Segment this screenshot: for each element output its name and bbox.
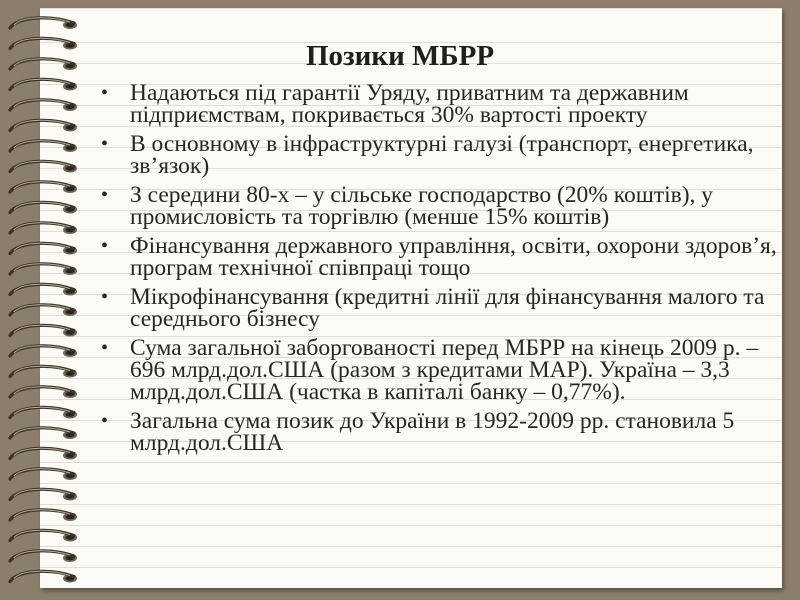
spiral-ring	[10, 161, 77, 172]
spiral-ring	[10, 551, 77, 562]
bullet-marker: •	[101, 133, 109, 155]
spiral-ring	[10, 223, 77, 234]
bullet-item	[100, 410, 790, 454]
spiral-ring	[10, 18, 77, 29]
bullet-text: Мікрофінансування (кредитні лінії для фінансування малого та середнього бізнесу	[130, 284, 765, 332]
spiral-ring	[10, 141, 77, 152]
bullet-item	[100, 337, 790, 403]
bullet-text: З середини 80-х – у сільське господарство (20% коштів), у промисловість та торгівлю (менше 15% коштів)	[130, 182, 714, 230]
spiral-ring	[10, 407, 77, 418]
spiral-ring	[10, 305, 77, 316]
bullet-text: Надаються під гарантії Уряду, приватним та державним підприємствам, покривається 30% вартості проекту	[130, 80, 689, 128]
spiral-ring	[10, 100, 77, 111]
slide-title: Позики МБРР	[305, 40, 495, 72]
bullet-text: Загальна сума позик до України в 1992-2009 рр. становила 5 млрд.дол.США	[130, 408, 735, 456]
bullet-text: В основному в інфраструктурні галузі (транспорт, енергетика, зв’язок)	[130, 131, 754, 179]
spiral-ring	[10, 530, 77, 541]
spiral-ring	[10, 448, 77, 459]
spiral-ring	[10, 387, 77, 398]
spiral-binding	[4, 14, 84, 584]
bullet-item	[100, 286, 790, 330]
spiral-ring	[10, 284, 77, 295]
bullet-marker: •	[101, 286, 109, 308]
spiral-ring	[10, 264, 77, 275]
spiral-ring	[10, 325, 77, 336]
spiral-ring	[10, 79, 77, 90]
spiral-ring	[10, 182, 77, 193]
spiral-ring	[10, 243, 77, 254]
spiral-ring	[10, 489, 77, 500]
spiral-ring	[10, 202, 77, 213]
bullet-marker: •	[101, 410, 109, 432]
bullet-item	[100, 235, 790, 279]
bullet-marker: •	[101, 235, 109, 257]
spiral-ring	[10, 346, 77, 357]
bullet-marker: •	[101, 82, 109, 104]
bullet-item	[100, 82, 790, 126]
bullet-text: Фінансування державного управління, освіти, охорони здоров’я, програм технічної співпраці тощо	[130, 233, 777, 281]
bullet-marker: •	[101, 184, 109, 206]
bullet-text: Сума загальної заборгованості перед МБРР на кінець 2009 р. – 696 млрд.дол.США (разом з кредитами МАР). Україна – 3,3 млрд.дол.США (частка в капіталі банку – 0,77%).	[130, 335, 759, 405]
spiral-ring	[10, 510, 77, 521]
bullet-list	[100, 82, 790, 461]
bullet-item	[100, 184, 790, 228]
bullet-marker: •	[101, 337, 109, 359]
spiral-ring	[10, 120, 77, 131]
spiral-ring	[10, 571, 77, 582]
spiral-ring	[10, 469, 77, 480]
spiral-ring	[10, 428, 77, 439]
bullet-item	[100, 133, 790, 177]
spiral-ring	[10, 366, 77, 377]
